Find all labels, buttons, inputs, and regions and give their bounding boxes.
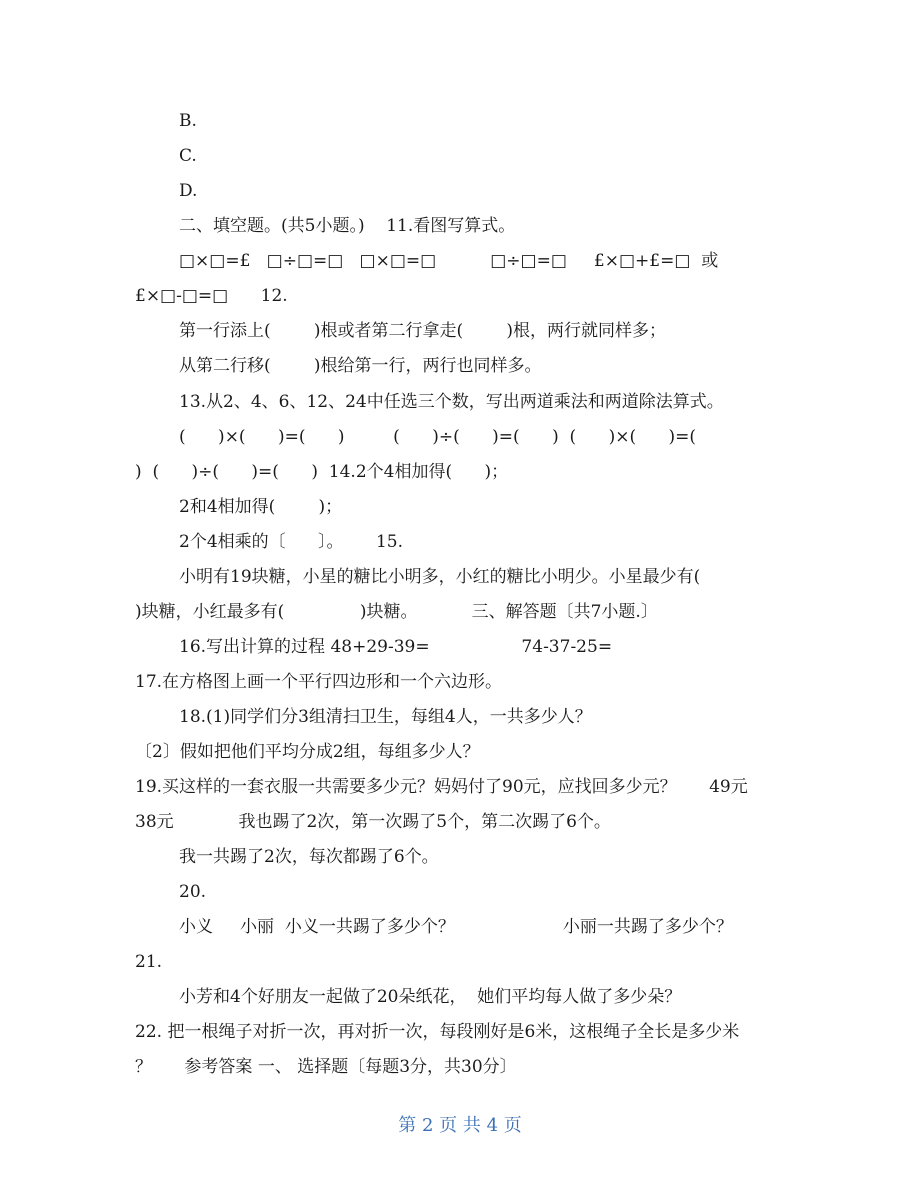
question-16: 16.写出计算的过程 48+29-39= 74-37-25= [179,637,613,657]
page-footer: 第 2 页 共 4 页 [398,1115,522,1136]
question-14-line-2: 2和4相加得( )； [179,497,343,517]
question-12-line-2: 从第二行移( )根给第一行，两行也同样多。 [179,356,542,376]
question-14-line-3: 2个4相乘的〔 〕。 15. [179,532,404,552]
question-19-line-2: 38元 我也踢了2次，第一次踢了5个，第二次踢了6个。 [135,812,611,832]
answers-heading: ？ 参考答案 一、 选择题〔每题3分，共30分〕 [135,1057,517,1077]
question-18-part-2: 〔2〕假如把他们平均分成2组，每组多少人？ [135,742,480,762]
question-15-line-1: 小明有19块糖，小星的糖比小明多，小红的糖比小明少。小星最少有( [179,567,701,587]
question-20-speech: 我一共踢了2次，每次都踢了6个。 [179,847,439,867]
question-18-part-1: 18.(1)同学们分3组清扫卫生，每组4人，一共多少人？ [179,707,592,727]
question-17: 17.在方格图上画一个平行四边形和一个六边形。 [135,672,503,692]
option-b: B. [179,111,197,131]
question-19-line-1: 19.买这样的一套衣服一共需要多少元？妈妈付了90元，应找回多少元？ 49元 [135,777,748,797]
question-12-line-1: 第一行添上( )根或者第二行拿走( )根，两行就同样多； [179,321,666,341]
question-22-line-1: 22. 把一根绳子对折一次，再对折一次，每段刚好是6米，这根绳子全长是多少米 [135,1022,740,1042]
option-c: C. [179,146,197,166]
section-fill-blank-heading: 二、填空题。(共5小题。) 11.看图写算式。 [179,216,516,236]
question-21-text: 小芳和4个好朋友一起做了20朵纸花， 她们平均每人做了多少朵？ [179,987,682,1007]
question-15-line-2: )块糖，小红最多有( )块糖。 三、解答题〔共7小题.〕 [135,602,658,622]
question-20-number: 20. [179,882,207,902]
question-20-prompts: 小义 小丽 小义一共踢了多少个？ 小丽一共踢了多少个？ [179,917,733,937]
question-11-line-2: £×□-□=□ 12. [135,286,288,306]
question-13-14-blanks: ) ( )÷( )=( ) 14.2个4相加得( )； [135,462,509,482]
option-d: D. [179,181,198,201]
question-11-line-1: □×□=£ □÷□=□ □×□=□ □÷□=□ £×□+£=□ 或 [179,251,719,271]
question-13-prompt: 13.从2、4、6、12、24中任选三个数，写出两道乘法和两道除法算式。 [179,392,724,412]
question-21-number: 21. [135,952,163,972]
question-13-blanks-1: ( )×( )=( ) ( )÷( )=( ) ( )×( )=( [179,427,697,447]
